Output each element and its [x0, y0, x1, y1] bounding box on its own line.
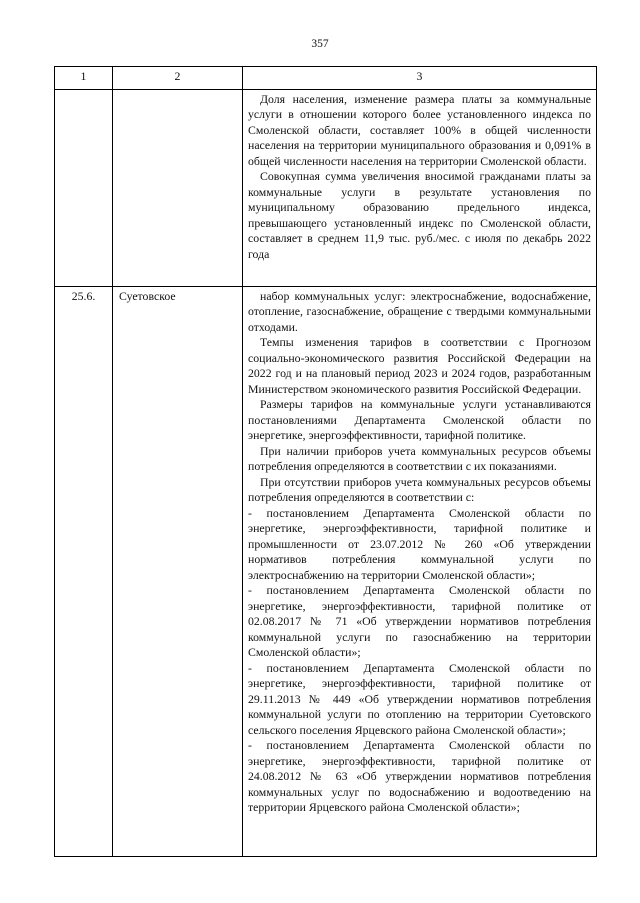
bullet-item: - постановлением Департамента Смоленской области по энергетике, энергоэффективности, тарифной политике от 02.08.2017 № 71 «Об утверждении нормативов потребления коммунальной услуги по газоснабжению на территории Смоленской области»; [248, 583, 591, 659]
column-header-3: 3 [243, 67, 597, 90]
bullet-item: - постановлением Департамента Смоленской области по энергетике, энергоэффективности, тарифной политике от 24.08.2012 № 63 «Об утверждении нормативов потребления коммунальных услуг по водоснабжению и водоотведению на территории Ярцевского района Смоленской области»; [248, 738, 591, 814]
page-number: 357 [311, 38, 329, 50]
bullet-item: - постановлением Департамента Смоленской области по энергетике, энергоэффективности, тарифной политике и промышленности от 23.07.2012 № 260 «Об утверждении нормативов потребления коммунальной услуги по электроснабжению на территории Смоленской области»; [248, 505, 591, 582]
paragraph: Доля населения, изменение размера платы за коммунальные услуги в отношении которого более установленного индекса по Смоленской области, составляет 100% в общей численности населения на территории муниципального образования и 0,091% в общей численности населения на территории Смоленской области. [248, 91, 591, 168]
paragraph: Размеры тарифов на коммунальные услуги устанавливаются постановлениями Департамента Смоленской области по энергетике, энергоэффективности, тарифной политике. [248, 397, 591, 442]
paragraph: При наличии приборов учета коммунальных ресурсов объемы потребления определяются в соответствии с их показаниями. [248, 443, 591, 473]
table-header-row [55, 67, 597, 90]
column-header-1: 1 [55, 67, 113, 90]
description-cell [243, 286, 597, 856]
row-number-cell: 25.6. [55, 286, 113, 856]
paragraph: При отсутствии приборов учета коммунальных ресурсов объемы потребления определяются в соответствии с: [248, 474, 591, 504]
paragraph: Совокупная сумма увеличения вносимой гражданами платы за коммунальные услуги в результате установления по муниципальному образованию предельного индекса, превышающего установленный индекс по Смоленской области, составляет в среднем 11,9 тыс. руб./мес. с июля по декабрь 2022 года [248, 169, 591, 261]
table-row [55, 286, 597, 856]
municipality-name-cell: Суетовское [113, 286, 243, 856]
paragraph: набор коммунальных услуг: электроснабжение, водоснабжение, отопление, газоснабжение, обращение с твердыми коммунальными отходами. [248, 288, 591, 334]
column-header-2: 2 [113, 67, 243, 90]
row-number-cell [55, 89, 113, 286]
paragraph: Темпы изменения тарифов в соответствии с Прогнозом социально-экономического развития Российской Федерации на 2022 год и на плановый период 2023 и 2024 годов, разработанным Министерством экономического развития Российской Федерации. [248, 335, 591, 396]
tariff-table [54, 66, 597, 857]
bullet-item: - постановлением Департамента Смоленской области по энергетике, энергоэффективности, тарифной политике от 29.11.2013 № 449 «Об утверждении нормативов потребления коммунальной услуги по отоплению на территории Суетовского сельского поселения Ярцевского района Смоленской области»; [248, 660, 591, 737]
description-cell [243, 89, 597, 286]
municipality-name-cell [113, 89, 243, 286]
table-row [55, 89, 597, 286]
